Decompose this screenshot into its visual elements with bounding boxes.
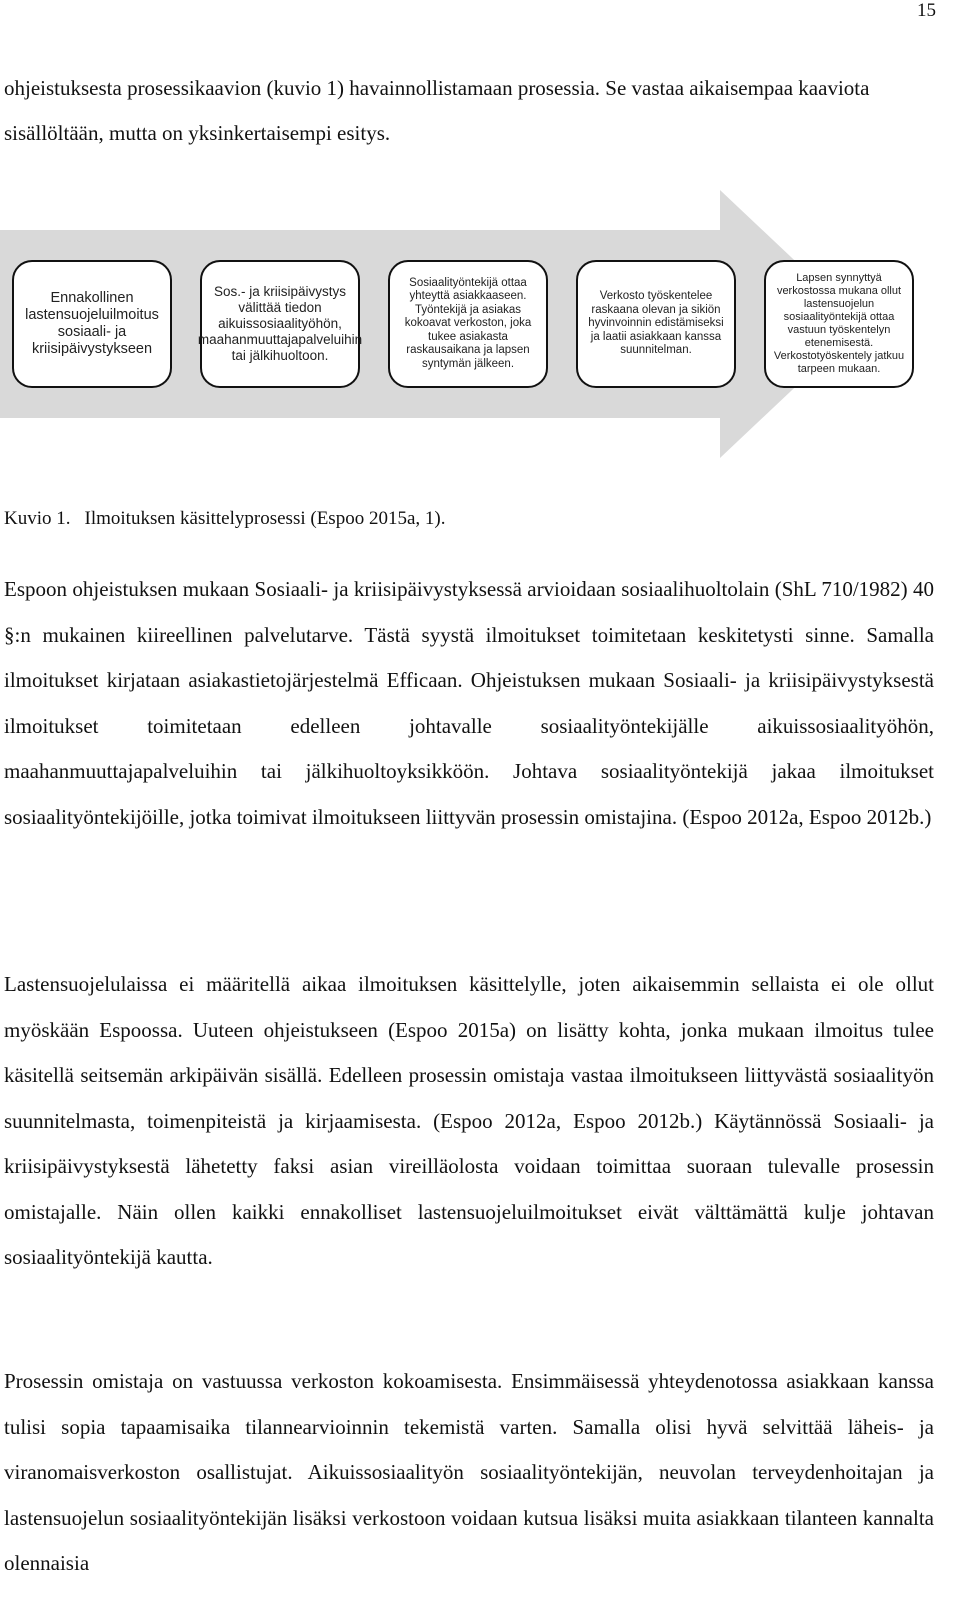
process-step-1-text: Ennakollinen lastensuojeluilmoitus sosiaali- ja kriisipäivystykseen — [25, 290, 159, 357]
body-paragraph-1: Espoon ohjeistuksen mukaan Sosiaali- ja kriisipäivystyksessä arvioidaan sosiaalihuoltolain (ShL 710/1982) 40 §:n mukainen kiireellinen palvelutarve. Tästä syystä ilmoitukset toimitetaan keskitetysti sinne. Samalla ilmoitukset kirjataan asiakastietojärjestelmä Efficaan. Ohjeistuksen mukaan Sosiaali- ja kriisipäivystyksestä ilmoitukset toimitetaan edelleen johtavalle sosiaalityöntekijälle aikuissosiaalityöhön, maahanmuuttajapalveluihin tai jälkihuoltoyksikköön. Johtava sosiaalityöntekijä jakaa ilmoitukset sosiaalityöntekijöille, jotka toimivat ilmoitukseen liittyvän prosessin omistajina. (Espoo 2012a, Espoo 2012b.) — [4, 577, 934, 829]
intro-paragraph: ohjeistuksesta prosessikaavion (kuvio 1) havainnollistamaan prosessia. Se vastaa aikaisempaa kaaviota sisällöltään, mutta on yksinkertaisempi esitys. — [4, 76, 870, 145]
process-step-4-text: Verkosto työskentelee raskaana olevan ja sikiön hyvinvoinnin edistämiseksi ja laatii asiakkaan kanssa suunnitelman. — [588, 290, 724, 357]
body-paragraph-3: Prosessin omistaja on vastuussa verkoston kokoamisesta. Ensimmäisessä yhteydenotossa asiakkaan kanssa tulisi sopia tapaamisaika tilannearvioinnin tekemistä varten. Samalla olisi hyvä selvittää läheis- ja viranomaisverkoston osallistujat. Aikuissosiaalityön sosiaalityöntekijän, neuvolan terveydenhoitajan ja lastensuojelun sosiaalityöntekijän lisäksi verkostoon voidaan kutsua lisäksi muita asiakkaan tilanteen kannalta olennaisia — [4, 1369, 934, 1575]
page-number: 15 — [917, 0, 936, 21]
figure-caption — [4, 508, 445, 530]
process-step-1 — [12, 260, 172, 388]
process-step-2 — [197, 260, 363, 388]
figure-caption-text: Ilmoituksen käsittelyprosessi (Espoo 2015a, 1). — [84, 508, 446, 529]
figure-caption-label: Kuvio 1. — [4, 508, 71, 529]
body-paragraph-2: Lastensuojelulaissa ei määritellä aikaa ilmoituksen käsittelylle, joten aikaisemmin sellaista ei ole ollut myöskään Espoossa. Uuteen ohjeistukseen (Espoo 2015a) on lisätty kohta, jonka mukaan ilmoitus tulee käsitellä seitsemän arkipäivän sisällä. Edelleen prosessin omistaja vastaa ilmoitukseen liittyvästä sosiaalityön suunnitelmasta, toimenpiteistä ja kirjaamisesta. (Espoo 2012a, Espoo 2012b.) Käytännössä Sosiaali- ja kriisipäivystyksestä lähetetty faksi asian vireilläolosta voidaan toimittaa suoraan tulevalle prosessin omistajalle. Näin ollen kaikki ennakolliset lastensuojeluilmoitukset eivät välttämättä kulje johtavan sosiaalityöntekijä kautta. — [4, 972, 934, 1269]
process-step-2-text: Sos.- ja kriisipäivystys välittää tiedon aikuissosiaalityöhön, maahanmuuttajapalveluihin tai jälkihuoltoon. — [197, 284, 363, 363]
process-diagram — [0, 190, 960, 480]
process-step-4 — [576, 260, 736, 388]
process-step-5 — [764, 260, 914, 388]
process-step-3-text: Sosiaalityöntekijä ottaa yhteyttä asiakkaaseen. Työntekijä ja asiakas kokoavat verkoston, joka tukee asiakasta raskausaikana ja lapsen syntymän jälkeen. — [404, 276, 532, 370]
process-step-3 — [388, 260, 548, 388]
process-step-5-text: Lapsen synnyttyä verkostossa mukana ollut lastensuojelun sosiaalityöntekijä ottaa vastuun työskentelyn etenemisestä. Verkostotyöskentely jatkuu tarpeen mukaan. — [773, 272, 905, 375]
